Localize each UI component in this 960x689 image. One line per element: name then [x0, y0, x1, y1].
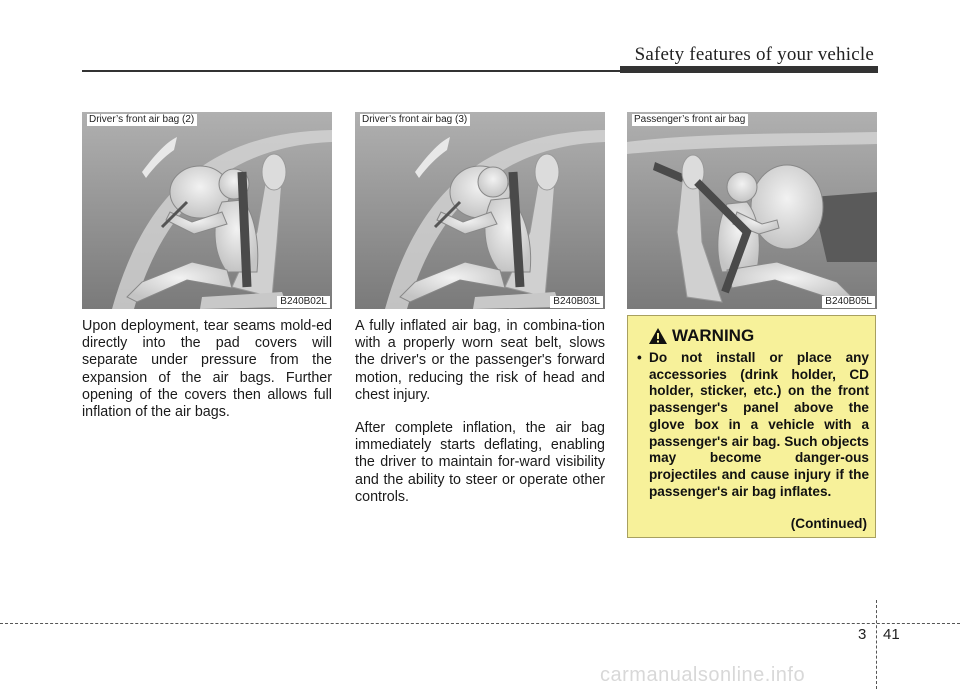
- figure-driver-airbag-2: [82, 112, 332, 309]
- driver-airbag-illustration: [355, 112, 605, 309]
- watermark: carmanualsonline.info: [600, 664, 806, 686]
- passenger-airbag-illustration: [627, 112, 877, 309]
- warning-box: [627, 315, 876, 538]
- figure-code: B240B03L: [550, 296, 603, 308]
- footer-page-divider: [876, 600, 877, 689]
- figure-driver-airbag-3: [355, 112, 605, 309]
- header-rule: [82, 70, 622, 72]
- figure-code: B240B02L: [277, 296, 330, 308]
- section-title: Safety features of your vehicle: [634, 44, 874, 65]
- page-number: 41: [883, 626, 900, 643]
- warning-item: [637, 350, 869, 500]
- figure-code: B240B05L: [822, 296, 875, 308]
- body-paragraph: After complete inflation, the air bag immediately starts deflating, enabling the driver to maintain for-ward visibility and the ability to steer or operate other controls.: [355, 420, 605, 505]
- continued-label: (Continued): [790, 516, 867, 531]
- figure-caption: Passenger’s front air bag: [632, 114, 748, 126]
- footer-divider: [0, 623, 960, 624]
- body-paragraph: Upon deployment, tear seams mold-ed directly into the pad covers will separate under pressure from the expansion of the air bags. Further opening of the covers then allows full inflation of the air bags.: [82, 318, 332, 421]
- figure-caption: Driver’s front air bag (3): [360, 114, 470, 126]
- figure-caption: Driver’s front air bag (2): [87, 114, 197, 126]
- driver-airbag-illustration: [82, 112, 332, 309]
- header-rule-accent: [620, 66, 878, 73]
- chapter-number: 3: [858, 626, 867, 643]
- warning-text: Do not install or place any accessories (drink holder, CD holder, sticker, etc.) on the front passenger's panel above the glove box in a vehicle with a passenger's air bag. Such objects may become danger-ous projectiles and cause injury if the passenger's air bag inflates.: [649, 350, 869, 499]
- warning-heading: [648, 326, 754, 346]
- body-paragraph: A fully inflated air bag, in combina-tion with a properly worn seat belt, slows the driver's or the passenger's forward motion, reducing the risk of head and chest injury.: [355, 318, 605, 403]
- warning-triangle-icon: [648, 327, 668, 345]
- bullet-marker: •: [637, 350, 642, 365]
- warning-title: WARNING: [672, 326, 755, 345]
- figure-passenger-airbag: [627, 112, 877, 309]
